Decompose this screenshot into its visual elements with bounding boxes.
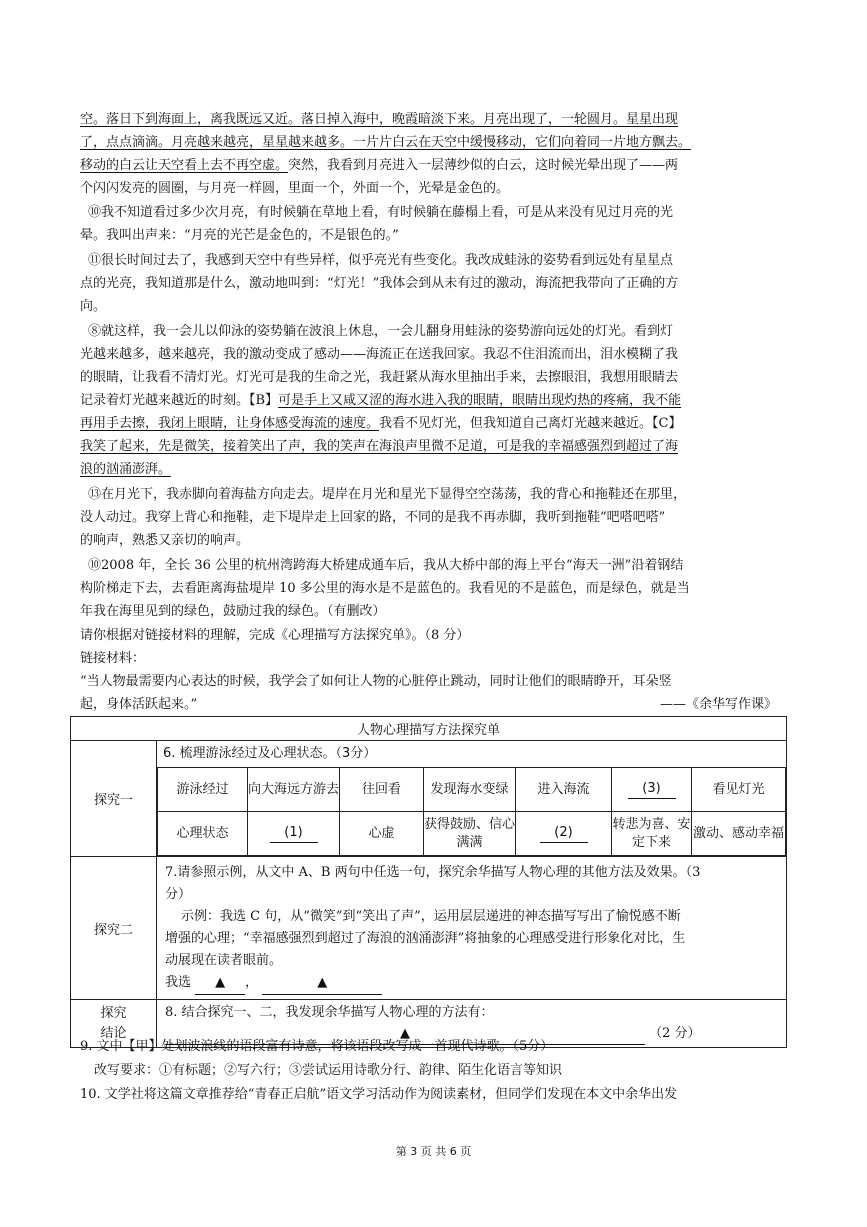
passage-line: 的响声，熟悉又亲切的响声。 <box>80 533 250 548</box>
example-line: 增强的心理；“幸福感强烈到超过了海浪的汹涌澎湃”将抽象的心理感受进行形象化对比，生 <box>165 930 686 946</box>
question-10: 10. 文学社将这篇文章推荐给“青春正启航”语文学习活动作为阅读素材，但同学们发现在本文中余华出发 <box>80 1087 678 1102</box>
answer-blank-2[interactable] <box>516 812 612 856</box>
blank-label: (1) <box>270 824 318 843</box>
quote-line: 起，身体活跃起来。” <box>80 697 198 712</box>
page-footer: 第 3 页 共 6 页 <box>395 1145 472 1158</box>
journey-cell: 进入海流 <box>516 768 612 812</box>
passage-line: 构阶梯走下去，去看距离海盐堤岸 10 多公里的海水是不是蓝色的。我看见的不是蓝色，而是绿色，就是当 <box>80 581 690 596</box>
answer-prefix: 我选 <box>165 974 192 990</box>
explore2-task: 7.请参照示例，从文中 A、B 两句中任选一句，探究余华描写人物心理的其他方法及效果。（3 <box>165 864 701 880</box>
explore2-cell <box>157 857 787 1000</box>
mood-row <box>158 812 786 856</box>
quote-source: ——《余华写作课》 <box>660 697 778 712</box>
passage-line: ⑪很长时间过去了，我感到天空中有些异样，似乎亮光有些变化。我改成蛙泳的姿势看到远处有星星点 <box>88 253 674 268</box>
journey-cell: 往回看 <box>340 768 424 812</box>
table-title: 人物心理描写方法探究单 <box>71 717 787 741</box>
exploration-table <box>70 716 787 1048</box>
passage-line <box>80 415 681 433</box>
explore1-cell <box>157 741 787 857</box>
conclusion-blank[interactable]: ▲ <box>165 1023 645 1045</box>
passage-text: 突然，我看到月亮进入一层薄纱似的白云，这时候光晕出现了——两 <box>288 158 679 173</box>
answer-blank-3[interactable] <box>612 768 692 812</box>
underlined-text: 移动的白云让天空看上去不再空虚。 <box>80 158 289 173</box>
conclusion-label-line: 探究 <box>100 1005 127 1021</box>
journey-cell: 发现海水变绿 <box>424 768 516 812</box>
mood-cell: 心虚 <box>340 812 424 856</box>
explore1-task: 6. 梳理游泳经过及心理状态。（3分） <box>163 746 377 761</box>
passage-line: 光越来越多，越来越亮，我的激动变成了感动——海流正在送我回家。我忍不住泪流而出，泪水模糊了我 <box>80 347 679 362</box>
passage-line: ⑩2008 年，全长 36 公里的杭州湾跨海大桥建成通车后，我从大桥中部的海上平台“海天一洲”沿着钢结 <box>88 558 684 573</box>
passage-line: 没人动过。我穿上背心和拖鞋，走下堤岸走上回家的路，不同的是我不再赤脚，我听到拖鞋“吧嗒吧嗒” <box>80 510 666 525</box>
passage-line: 空。落日下到海面上，离我既远又近。落日掉入海中，晚霞暗淡下来。月亮出现了，一轮圆月。星星出现 <box>80 112 679 127</box>
passage-line <box>80 392 681 410</box>
explore2-label: 探究二 <box>71 857 157 1000</box>
question-9: 9. 文中【甲】处划波浪线的语段富有诗意，将该语段改写成一首现代诗歌。（5分） <box>80 1039 554 1054</box>
method-blank[interactable]: ▲ <box>262 972 382 995</box>
passage-line: 我笑了起来，先是微笑，接着笑出了声，我的笑声在海浪声里微不足道，可是我的幸福感强烈到超过了海 <box>80 439 679 454</box>
explore1-label: 探究一 <box>71 741 157 857</box>
mood-cell: 获得鼓励、信心满满 <box>424 812 516 856</box>
underlined-text: 再用手去擦，我闭上眼睛，让身体感受海流的速度。 <box>80 416 380 431</box>
journey-cell: 向大海远方游去 <box>248 768 340 812</box>
explore2-task: 分） <box>165 886 192 902</box>
journey-cell: 看见灯光 <box>692 768 786 812</box>
passage-line: ⑧就这样，我一会儿以仰泳的姿势躺在波浪上休息，一会儿翻身用蛙泳的姿势游向远处的灯光。看到灯 <box>88 324 674 339</box>
journey-row <box>158 768 786 812</box>
passage-text: 记录着灯光越来越近的时刻。【B】 <box>80 393 279 408</box>
journey-table <box>157 767 786 856</box>
passage-line: 晕。我叫出声来：“月亮的光芒是金色的，不是银色的。” <box>80 228 399 243</box>
conclusion-label-line: 结论 <box>100 1025 127 1041</box>
answer-blank-1[interactable] <box>248 812 340 856</box>
passage-line: 了，点点滴滴。月亮越来越亮，星星越来越多。一片片白云在天空中缓慢移动，它们向着同一片地方飘去。 <box>80 135 692 150</box>
instruction: 请你根据对链接材料的理解，完成《心理描写方法探究单》。（8 分） <box>80 628 470 643</box>
passage-line: 的眼睛，让我看不清灯光。灯光可是我的生命之光，我赶紧从海水里抽出手来，去擦眼泪，我想用眼睛去 <box>80 370 679 385</box>
conclusion-score: （2 分） <box>649 1026 701 1041</box>
link-label: 链接材料： <box>80 651 146 666</box>
journey-cell: 游泳经过 <box>158 768 248 812</box>
passage-line: 浪的汹涌澎湃。 <box>80 462 172 477</box>
passage-line: 点的光亮，我知道那是什么，激动地叫到：“灯光！”我体会到从未有过的激动，海流把我带向了正确的方 <box>80 276 679 291</box>
passage-line: 个闪闪发亮的圆圈，与月亮一样圆，里面一个，外面一个，光晕是金色的。 <box>80 181 510 196</box>
passage-line: 年我在海里见到的绿色，鼓励过我的绿色。（有删改） <box>80 604 386 619</box>
mood-cell: 心理状态 <box>158 812 248 856</box>
question-9-requirements: 改写要求：①有标题；②写六行；③尝试运用诗歌分行、韵律、陌生化语言等知识 <box>94 1063 563 1078</box>
underlined-text: 可是手上又咸又涩的海水进入我的眼睛，眼睛出现灼热的疼痛，我不能 <box>278 393 682 408</box>
passage-line <box>80 157 678 175</box>
passage-text: 我看不见灯光，但我知道自己离灯光越来越近。【C】 <box>379 416 682 431</box>
example-line: 动展现在读者眼前。 <box>165 952 283 968</box>
choice-blank[interactable]: ▲ <box>195 972 245 995</box>
example-line: 示例：我选 C 句，从“微笑”到“笑出了声”，运用层层递进的神态描写写出了愉悦感不断 <box>181 908 681 924</box>
mood-cell: 转悲为喜、安定下来 <box>612 812 692 856</box>
blank-label: (3) <box>628 780 676 799</box>
conclusion-task: 8. 结合探究一、二，我发现余华描写人物心理的方法有： <box>165 1005 494 1020</box>
passage-line: 向。 <box>80 299 107 314</box>
blank-label: (2) <box>540 824 588 843</box>
passage-line: ⑬在月光下，我赤脚向着海盐方向走去。堤岸在月光和星光下显得空空荡荡，我的背心和拖鞋还在那里， <box>88 487 687 502</box>
answer-line: 我选 ▲ ， ▲ <box>165 972 778 995</box>
passage-line: ⑩我不知道看过多少次月亮，有时候躺在草地上看，有时候躺在藤榻上看，可是从来没有见过月亮的光 <box>88 205 674 220</box>
quote-line: “当人物最需要内心表达的时候，我学会了如何让人物的心脏停止跳动，同时让他们的眼睛睁开，耳朵竖 <box>80 674 672 689</box>
mood-cell: 激动、感动幸福 <box>692 812 786 856</box>
